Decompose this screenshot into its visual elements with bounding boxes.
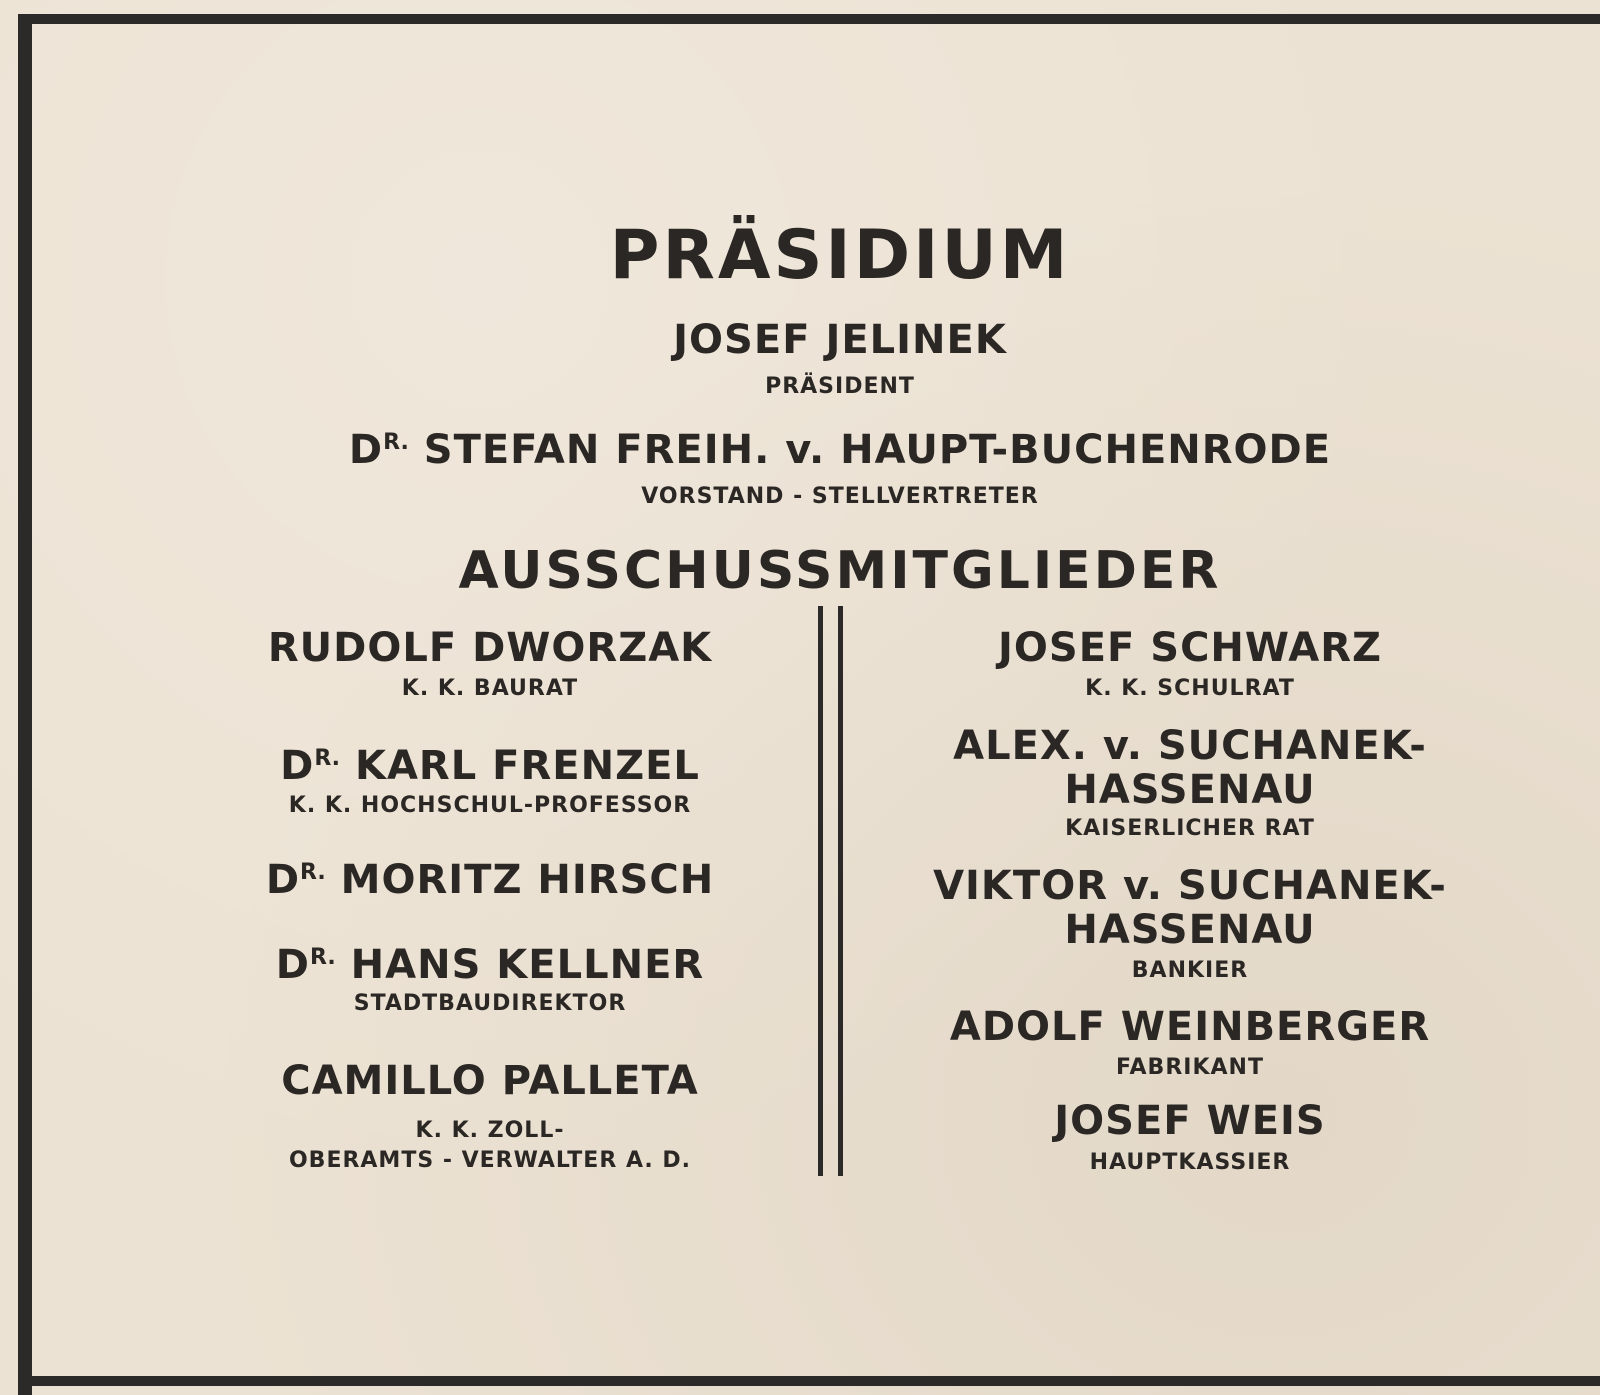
member-role: K. K. HOCHSCHUL-PROFESSOR — [288, 793, 692, 818]
president-name: JOSEF JELINEK — [673, 317, 1007, 363]
member-name-line1: ALEX. v. SUCHANEK- — [953, 723, 1427, 769]
member-role: K. K. BAURAT — [401, 676, 579, 701]
member-role: STADTBAUDIREKTOR — [353, 991, 627, 1016]
vice-president-role: VORSTAND - STELLVERTRETER — [641, 484, 1039, 509]
member-prefix: D — [280, 743, 315, 789]
member-prefix-sup: R. — [310, 945, 336, 970]
member-name: CAMILLO PALLETA — [281, 1058, 699, 1104]
member-name — [220, 857, 760, 903]
member-prefix-sup: R. — [314, 746, 341, 771]
member-name-text: KARL FRENZEL — [354, 743, 700, 789]
member-name-line1: VIKTOR v. SUCHANEK- — [933, 863, 1447, 909]
member-role: K. K. SCHULRAT — [1085, 676, 1295, 701]
vice-prefix: D — [348, 427, 384, 473]
member-name-line2: HASSENAU — [1064, 767, 1316, 813]
frame-bottom-border — [18, 1376, 1600, 1386]
column-divider-right-rule — [838, 606, 843, 1176]
vice-president-name — [200, 427, 1480, 473]
committee-heading: AUSSCHUSSMITGLIEDER — [458, 541, 1222, 601]
member-role: FABRIKANT — [1116, 1055, 1264, 1080]
member-name: ADOLF WEINBERGER — [949, 1004, 1431, 1050]
frame-left-border — [18, 14, 32, 1395]
member-name: JOSEF SCHWARZ — [998, 625, 1382, 671]
vice-prefix-sup: R. — [383, 430, 409, 455]
vice-name-text: STEFAN FREIH. v. HAUPT-BUCHENRODE — [423, 427, 1332, 473]
member-prefix: D — [265, 857, 301, 903]
member-name: JOSEF WEIS — [1054, 1098, 1326, 1144]
praesidium-heading: PRÄSIDIUM — [609, 216, 1071, 295]
member-role-line2: OBERAMTS - VERWALTER A. D. — [288, 1148, 692, 1173]
member-prefix-sup: R. — [300, 860, 326, 885]
member-role: BANKIER — [1131, 958, 1249, 983]
member-name: RUDOLF DWORZAK — [267, 625, 713, 671]
president-role: PRÄSIDENT — [765, 374, 915, 399]
member-prefix: D — [275, 942, 310, 988]
member-role-line1: K. K. ZOLL- — [415, 1118, 565, 1143]
frame-top-border — [18, 14, 1600, 24]
member-name-line2: HASSENAU — [1064, 907, 1316, 953]
member-name-text: HANS KELLNER — [350, 942, 705, 988]
member-name-text: MORITZ HIRSCH — [340, 857, 715, 903]
member-role: KAISERLICHER RAT — [1065, 816, 1315, 841]
member-name — [220, 743, 760, 789]
column-divider-left-rule — [818, 606, 823, 1176]
member-name — [220, 942, 760, 988]
member-role: HAUPTKASSIER — [1089, 1150, 1291, 1175]
